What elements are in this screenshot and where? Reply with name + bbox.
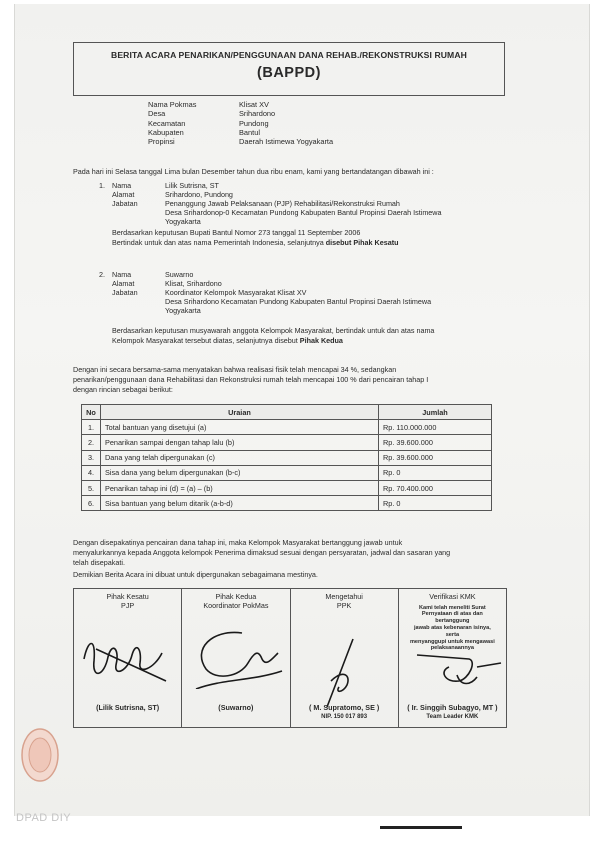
party1-jabatan-label: Jabatan [112, 199, 138, 208]
party1-alamat: Srihardono, Pundong [165, 190, 233, 199]
row-currency: Rp. [383, 468, 395, 478]
statement-line: dengan rincian sebagai berikut: [73, 385, 173, 394]
statement-line: Dengan ini secara bersama-sama menyatakan bahwa realisasi fisik telah mencapai 34 %, sedangkan [73, 365, 397, 374]
row-currency: Rp. [383, 498, 395, 508]
party1-jabatan: Yogyakarta [165, 217, 201, 226]
row-jumlah [379, 465, 492, 480]
bottom-bar [380, 826, 462, 829]
signature-pihak-kedua [182, 589, 290, 727]
signature-title: Pihak Kesatu [106, 592, 149, 601]
row-jumlah [379, 496, 492, 511]
party2-act-role: Pihak Kedua [299, 336, 343, 345]
signature-title: Verifikasi KMK [429, 592, 476, 601]
party2-jabatan: Desa Srihardono Kecamatan Pundong Kabupaten Bantul Propinsi Daerah Istimewa [165, 297, 432, 306]
signature-title: Mengetahui [325, 592, 363, 601]
row-uraian: Dana yang telah dipergunakan (c) [101, 450, 379, 465]
party2-act [112, 336, 343, 345]
row-uraian: Sisa dana yang belum dipergunakan (b-c) [101, 465, 379, 480]
row-no: 3. [82, 450, 101, 465]
row-amount: 0 [396, 498, 401, 508]
party2-jabatan-label: Jabatan [112, 288, 138, 297]
party2-nama-label: Nama [112, 270, 132, 279]
party2-act-text: Kelompok Masyarakat tersebut diatas, selanjutnya disebut [112, 336, 298, 345]
party1-alamat-label: Alamat [112, 190, 135, 199]
party2-jabatan: Yogyakarta [165, 306, 201, 315]
row-amount: 70.400.000 [396, 483, 433, 493]
signature-name: (Lilik Sutrisna, ST) [96, 703, 160, 713]
handwritten-signature [291, 629, 396, 709]
identity-label: Desa [148, 109, 166, 119]
signature-ppk [291, 589, 399, 727]
handwritten-signature [182, 619, 287, 689]
party1-act-text: Bertindak untuk dan atas nama Pemerintah Indonesia, selanjutnya [112, 238, 324, 247]
signature-title: Pihak Kedua [215, 592, 257, 601]
row-uraian: Penarikan tahap ini (d) = (a) – (b) [101, 480, 379, 495]
kmk-note-line: Kami telah meneliti Surat [418, 604, 486, 611]
statement-line: penarikan/penggunaan dana Rehabilitasi dan Rekonstruksi rumah telah mencapai 100 % dari pencairan tahap I [73, 375, 429, 384]
party1-basis: Berdasarkan keputusan Bupati Bantul Nomor 273 tanggal 11 September 2006 [112, 228, 361, 237]
watermark: DPAD DIY [16, 812, 72, 824]
row-uraian: Penarikan sampai dengan tahap lalu (b) [101, 435, 379, 450]
row-currency: Rp. [383, 437, 395, 447]
row-amount: 0 [396, 468, 401, 478]
party2-alamat: Klisat, Srihardono [165, 279, 222, 288]
table-row [82, 480, 492, 495]
party1-jabatan: Desa Srihardonop-0 Kecamatan Pundong Kabupaten Bantul Propinsi Daerah Istimewa [165, 208, 442, 217]
row-jumlah [379, 480, 492, 495]
closing-line: menyalurkannya kepada Anggota kelompok Penerima dimaksud sesuai dengan persyaratan, jadwal dan sasaran yang [73, 548, 451, 557]
party2-nama: Suwarno [165, 270, 194, 279]
row-jumlah [379, 420, 492, 435]
signature-nip: NIP. 150 017 893 [321, 714, 368, 721]
table-header-uraian: Uraian [101, 405, 379, 420]
row-no: 4. [82, 465, 101, 480]
signature-name: ( M. Supratomo, SE ) [308, 703, 380, 713]
row-no: 1. [82, 420, 101, 435]
table-header-no: No [82, 405, 101, 420]
row-uraian: Sisa bantuan yang belum ditarik (a-b-d) [101, 496, 379, 511]
signature-table [73, 588, 507, 728]
kmk-note-line: menyanggupi untuk mengawasi [409, 638, 495, 645]
party1-number: 1. [99, 181, 105, 190]
rincian-table [81, 404, 492, 511]
party2-alamat-label: Alamat [112, 279, 135, 288]
signature-role: Koordinator PokMas [203, 600, 269, 610]
signature-name: (Suwarno) [218, 703, 254, 713]
closing-line: telah disepakati. [73, 558, 125, 567]
table-row [82, 465, 492, 480]
party2-number: 2. [99, 270, 105, 279]
row-no: 5. [82, 480, 101, 495]
identity-value: Bantul [239, 127, 260, 137]
party1-act [112, 238, 398, 247]
signature-role: PPK [336, 600, 352, 610]
row-no: 6. [82, 496, 101, 511]
identity-label: Kecamatan [148, 118, 186, 128]
row-jumlah [379, 435, 492, 450]
party2-basis: Berdasarkan keputusan musyawarah anggota Kelompok Masyarakat, bertindak untuk dan atas nama [112, 326, 435, 335]
row-currency: Rp. [383, 453, 395, 463]
identity-block [148, 100, 428, 150]
document-title: BERITA ACARA PENARIKAN/PENGGUNAAN DANA REHAB./REKONSTRUKSI RUMAH [111, 50, 467, 60]
row-uraian: Total bantuan yang disetujui (a) [101, 420, 379, 435]
document-header [73, 42, 505, 96]
signature-kmk [399, 589, 506, 727]
table-row [82, 450, 492, 465]
table-header-row [82, 405, 492, 420]
handwritten-signature [399, 645, 505, 705]
row-amount: 39.600.000 [396, 437, 433, 447]
row-no: 2. [82, 435, 101, 450]
table-row [82, 420, 492, 435]
kmk-note-line: jawab atas kebenaran isinya, serta [413, 624, 491, 638]
signature-name: ( Ir. Singgih Subagyo, MT ) [407, 703, 498, 713]
identity-value: Klisat XV [239, 100, 269, 109]
row-amount: 39.600.000 [396, 453, 433, 463]
identity-label: Kabupaten [148, 127, 184, 137]
party2-jabatan: Koordinator Kelompok Masyarakat Klisat XV [165, 288, 307, 297]
row-currency: Rp. [383, 422, 395, 432]
identity-value: Daerah Istimewa Yogyakarta [239, 137, 334, 147]
table-header-jumlah: Jumlah [379, 405, 492, 420]
identity-value: Pundong [239, 118, 269, 128]
table-row [82, 435, 492, 450]
row-amount: 110.000.000 [396, 422, 437, 432]
document-code: (BAPPD) [257, 65, 321, 81]
row-jumlah [379, 450, 492, 465]
party1-nama: Lilik Sutrisna, ST [165, 181, 219, 190]
party1-act-role: disebut Pihak Kesatu [325, 238, 399, 247]
signature-role: PJP [121, 600, 135, 610]
identity-value: Srihardono [239, 109, 276, 119]
intro-text: Pada hari ini Selasa tanggal Lima bulan Desember tahun dua ribu enam, kami yang bertandatangan dibawah ini : [73, 167, 434, 176]
kmk-note-line: Pernyataan di atas dan bertanggung [421, 611, 483, 625]
kmk-note-line: pelaksanaannya [430, 645, 474, 652]
party1-jabatan: Penanggung Jawab Pelaksanaan (PJP) Rehabilitasi/Rekonstruksi Rumah [165, 199, 400, 208]
identity-label: Propinsi [148, 137, 175, 147]
row-currency: Rp. [383, 483, 395, 493]
signature-team-leader: Team Leader KMK [426, 714, 479, 721]
signature-pihak-kesatu [74, 589, 182, 727]
closing-line: Demikian Berita Acara ini dibuat untuk dipergunakan sebagaimana mestinya. [73, 570, 318, 579]
handwritten-signature [76, 619, 176, 689]
identity-label: Nama Pokmas [148, 100, 197, 109]
closing-line: Dengan disepakatinya pencairan dana tahap ini, maka Kelompok Masyarakat bertanggung jawab untuk [73, 538, 403, 547]
table-row [82, 496, 492, 511]
party1-nama-label: Nama [112, 181, 132, 190]
dpad-logo [18, 725, 62, 785]
